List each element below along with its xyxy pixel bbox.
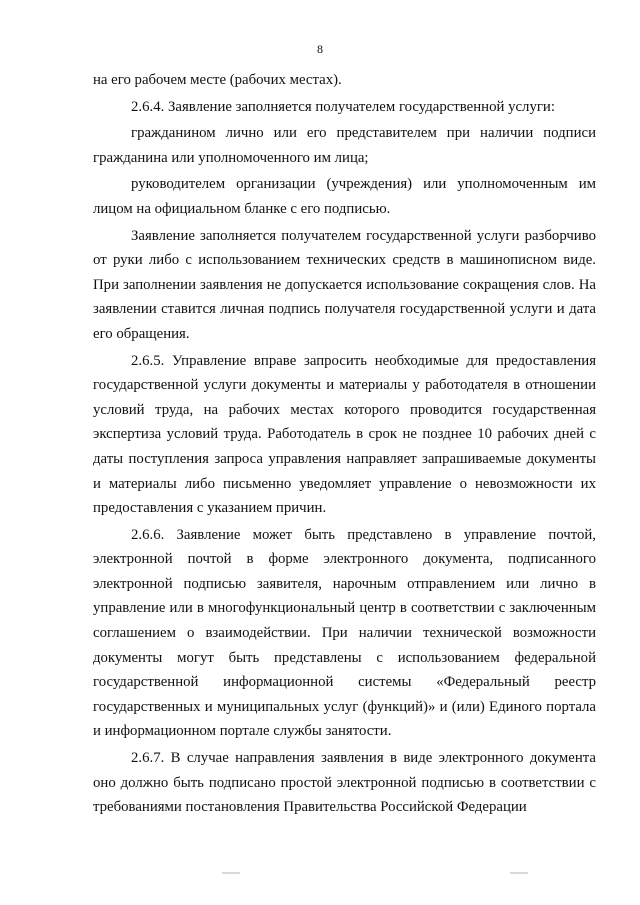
paragraph-citizen: гражданином лично или его представителем при наличии подписи гражданина или уполномоченного им лица; — [93, 125, 596, 166]
paragraph-2-6-4: 2.6.4. Заявление заполняется получателем государственной услуги: — [131, 98, 555, 115]
paragraph-2-6-7: 2.6.7. В случае направления заявления в виде электронного документа оно должно быть подписано простой электронной подписью в соответствии с требованиями постановления Правительства Российской Федерации — [93, 750, 596, 816]
footer-scan-mark-right — [510, 872, 528, 874]
paragraph-2-6-6: 2.6.6. Заявление может быть представлено в управление почтой, электронной почтой в форме электронного документа, подписанного электронной подписью заявителя, нарочным отправлением или лично в управление или в многофункциональный центр в соответствии с заключенным соглашением о взаимодействии. При наличии технической возможности документы могут быть представлены с использованием федеральной государственной информационной системы «Федеральный реестр государственных и муниципальных услуг (функций)» и (или) Единого портала и информационном портале службы занятости. — [93, 526, 596, 740]
paragraph-organization-head: руководителем организации (учреждения) или уполномоченным им лицом на официальном бланке с его подписью. — [93, 176, 596, 217]
paragraph-continuation: на его рабочем месте (рабочих местах). — [93, 72, 342, 88]
footer-scan-mark-left — [222, 872, 240, 874]
paragraph-2-6-5: 2.6.5. Управление вправе запросить необходимые для предоставления государственной услуги документы и материалы у работодателя в отношении условий труда, на рабочих местах которого проводится государственная экспертиза условий труда. Работодатель в срок не позднее 10 рабочих дней с даты поступления запроса управления направляет запрашиваемые документы и материалы либо письменно уведомляет управление о невозможности их предоставления с указанием причин. — [93, 352, 596, 517]
paragraph-filling-rules: Заявление заполняется получателем государственной услуги разборчиво от руки либо с использованием технических средств в машинописном виде. При заполнении заявления не допускается использование сокращения слов. На заявлении ставится личная подпись получателя государственной услуги и дата его обращения. — [93, 227, 596, 342]
document-body — [93, 68, 596, 820]
page-number: 8 — [317, 42, 323, 56]
